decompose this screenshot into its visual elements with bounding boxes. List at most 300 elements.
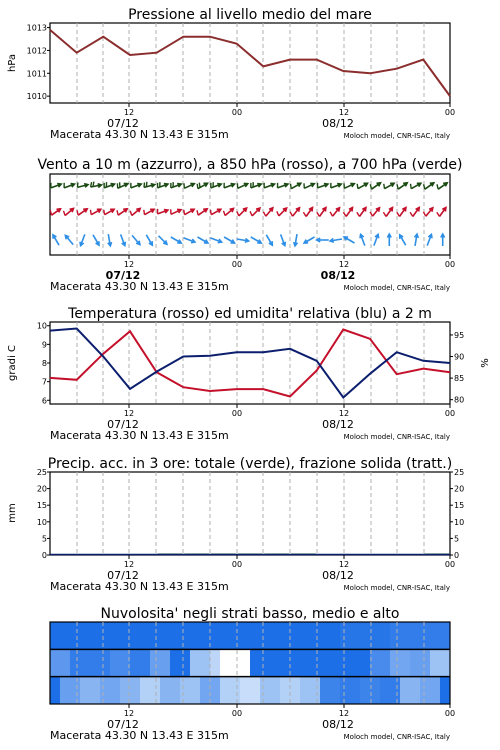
cloud-cell xyxy=(130,677,140,704)
cloud-cell xyxy=(90,622,100,649)
cloud-cell xyxy=(220,622,230,649)
y2-tick-label: 10 xyxy=(454,517,465,527)
wind-barb-10-m xyxy=(80,234,85,245)
barb-feather xyxy=(410,212,413,216)
cloud-cell xyxy=(180,677,190,704)
wind-barb-10-m xyxy=(266,235,272,245)
panel-frame xyxy=(50,23,450,103)
cloud-cell xyxy=(170,677,180,704)
cloud-cell xyxy=(270,677,280,704)
cloud-cell xyxy=(310,649,320,676)
cloud-cell xyxy=(240,622,250,649)
barb-feather xyxy=(277,211,279,216)
barb-feather xyxy=(197,184,198,189)
y2-tick-label: 85 xyxy=(454,374,465,384)
wind-barb-10-m xyxy=(304,237,314,243)
wind-barb-10-m xyxy=(108,234,112,246)
wind-barb-700-hPa xyxy=(304,183,314,188)
cloud-cell xyxy=(200,649,210,676)
wind-barb-700-hPa xyxy=(91,182,102,188)
cloud-cell xyxy=(300,622,310,649)
y-tick-label: 1010 xyxy=(26,92,47,102)
x-tick-label: 00 xyxy=(231,560,243,569)
cloud-cell xyxy=(370,677,380,704)
cloud-cell xyxy=(320,622,330,649)
cloud-cell xyxy=(270,622,280,649)
wind-barb-850-hPa xyxy=(317,208,326,217)
barb-feather xyxy=(91,210,92,215)
wind-barb-10-m xyxy=(237,239,249,243)
wind-barb-850-hPa xyxy=(50,209,60,215)
location-label: Macerata 43.30 N 13.43 E 315m xyxy=(50,429,229,442)
y-tick-label: 5 xyxy=(41,534,47,544)
barb-shaft xyxy=(159,236,167,244)
barb-shaft xyxy=(65,235,73,244)
cloud-cell xyxy=(380,622,390,649)
cloud-cell xyxy=(70,677,80,704)
x-date-label: 08/12 xyxy=(322,117,354,130)
y-tick-label: 1012 xyxy=(26,46,47,56)
cloud-cell xyxy=(300,649,310,676)
cloud-cell xyxy=(190,677,200,704)
cloud-cell xyxy=(110,622,120,649)
cloud-cell xyxy=(360,622,370,649)
wind-barb-700-hPa xyxy=(171,182,181,188)
x-tick-label: 12 xyxy=(338,709,350,718)
cloud-cell xyxy=(350,622,360,649)
cloud-cell xyxy=(420,649,430,676)
barb-feather xyxy=(250,211,252,216)
wind-barb-850-hPa xyxy=(104,209,114,214)
y-tick-label: 1011 xyxy=(26,69,47,79)
y-tick-label: 7 xyxy=(41,377,47,387)
x-tick-label: 00 xyxy=(444,260,456,269)
cloud-cell xyxy=(340,622,350,649)
cloud-cell xyxy=(80,649,90,676)
wind-barb-10-m xyxy=(374,234,379,245)
y-tick-label: 25 xyxy=(36,468,47,477)
pressure-line xyxy=(50,30,450,96)
temperature-line xyxy=(50,330,450,397)
x-tick-label: 00 xyxy=(231,260,243,269)
wind-barb-10-m xyxy=(159,236,167,244)
location-label: Macerata 43.30 N 13.43 E 315m xyxy=(50,128,229,141)
wind-barb-850-hPa xyxy=(224,209,234,216)
cloud-cell xyxy=(210,622,220,649)
barb-feather xyxy=(184,210,185,215)
x-tick-label: 00 xyxy=(231,108,243,117)
x-tick-label: 00 xyxy=(444,409,456,418)
barb-shaft xyxy=(132,235,140,244)
barb-feather xyxy=(64,211,66,216)
chart-title: Temperatura (rosso) ed umidita' relativa (blu) a 2 m xyxy=(68,306,432,322)
cloud-cell xyxy=(360,649,370,676)
cloud-cell xyxy=(60,649,70,676)
location-label: Macerata 43.30 N 13.43 E 315m xyxy=(50,580,229,593)
wind-barb-700-hPa xyxy=(64,183,74,188)
x-date-label: 07/12 xyxy=(105,269,141,282)
cloud-cell xyxy=(110,677,120,704)
cloud-cell xyxy=(220,677,230,704)
cloud-cell xyxy=(440,677,450,704)
wind-barb-700-hPa xyxy=(318,183,328,188)
barb-feather xyxy=(144,210,145,215)
cloud-cell xyxy=(430,677,440,704)
cloud-cell xyxy=(400,649,410,676)
cloud-cell xyxy=(300,677,310,704)
model-credit: Moloch model, CNR-ISAC, Italy xyxy=(343,132,450,140)
barb-feather xyxy=(343,212,346,216)
wind-barb-10-m xyxy=(224,237,234,243)
cloud-cell xyxy=(150,649,160,676)
cloud-cell xyxy=(60,622,70,649)
barb-feather xyxy=(423,212,425,216)
x-date-label: 08/12 xyxy=(322,418,354,431)
cloud-cell xyxy=(100,649,110,676)
cloud-cell xyxy=(210,649,220,676)
wind-barb-850-hPa xyxy=(343,208,352,217)
wind-barb-850-hPa xyxy=(130,209,140,216)
cloud-cell xyxy=(280,649,290,676)
barb-feather xyxy=(303,212,306,216)
y-tick-label: 6 xyxy=(41,396,47,406)
wind-barb-700-hPa xyxy=(51,183,61,188)
chart-title: Nuvolosita' negli strati basso, medio e alto xyxy=(100,606,400,622)
cloud-cell xyxy=(170,622,180,649)
wind-barb-850-hPa xyxy=(117,209,127,215)
panel-frame xyxy=(50,322,450,404)
x-tick-label: 00 xyxy=(231,709,243,718)
cloud-cell xyxy=(380,649,390,676)
y-tick-label: 9 xyxy=(41,340,47,350)
location-label: Macerata 43.30 N 13.43 E 315m xyxy=(50,729,229,742)
cloud-cell xyxy=(440,649,450,676)
barb-feather xyxy=(91,182,92,187)
y2-tick-label: 20 xyxy=(454,484,465,494)
cloud-cell xyxy=(290,622,300,649)
wind-barb-10-m xyxy=(198,237,208,243)
x-date-label: 08/12 xyxy=(320,269,356,282)
cloud-cell xyxy=(280,677,290,704)
cloud-cell xyxy=(110,649,120,676)
cloud-cell xyxy=(240,677,250,704)
cloud-cell xyxy=(180,649,190,676)
cloud-cell xyxy=(150,622,160,649)
cloud-cell xyxy=(250,622,260,649)
wind-barb-700-hPa xyxy=(224,183,234,188)
x-tick-label: 12 xyxy=(338,560,350,569)
wind-barb-700-hPa xyxy=(158,182,168,188)
barb-feather xyxy=(357,184,358,189)
wind-barb-10-m xyxy=(184,238,195,243)
barb-feather xyxy=(199,183,200,188)
cloud-cell xyxy=(340,677,350,704)
wind-barb-850-hPa xyxy=(370,208,379,216)
wind-barb-850-hPa xyxy=(303,208,312,217)
cloud-cell xyxy=(430,622,440,649)
barb-feather xyxy=(263,212,265,216)
wind-barb-850-hPa xyxy=(410,208,419,217)
barb-feather xyxy=(397,212,400,216)
barb-feather xyxy=(146,182,147,187)
y-tick-label: 8 xyxy=(41,359,47,368)
y2-tick-label: 0 xyxy=(454,551,460,560)
cloud-cell xyxy=(140,622,150,649)
cloud-cell xyxy=(330,622,340,649)
wind-barb-700-hPa xyxy=(237,183,247,188)
cloud-cell xyxy=(390,649,400,676)
barb-feather xyxy=(117,210,118,215)
cloud-cell xyxy=(220,649,230,676)
wind-barb-10-m xyxy=(441,234,445,246)
barb-feather xyxy=(357,212,360,216)
y-axis-label: mm xyxy=(7,503,18,523)
barb-feather xyxy=(384,184,385,189)
y2-tick-label: 95 xyxy=(454,330,465,340)
barb-feather xyxy=(130,211,132,216)
cloud-cell xyxy=(200,677,210,704)
barb-feather xyxy=(77,210,78,215)
wind-barb-700-hPa xyxy=(264,183,274,188)
cloud-cell xyxy=(60,677,70,704)
barb-feather xyxy=(224,211,226,216)
cloud-cell xyxy=(230,649,240,676)
x-tick-label: 12 xyxy=(338,409,350,418)
cloud-cell xyxy=(260,677,270,704)
wind-barb-850-hPa xyxy=(184,209,194,214)
wind-barb-850-hPa xyxy=(290,208,299,216)
barb-feather xyxy=(211,210,212,215)
wind-barb-850-hPa xyxy=(158,209,168,214)
wind-barb-700-hPa xyxy=(384,183,394,188)
wind-barb-850-hPa xyxy=(197,209,207,215)
barb-feather xyxy=(144,183,145,188)
cloud-cell xyxy=(320,677,330,704)
cloud-cell xyxy=(410,649,420,676)
wind-barb-10-m xyxy=(400,235,406,245)
wind-barb-10-m xyxy=(294,234,298,246)
cloud-cell xyxy=(420,622,430,649)
wind-barb-850-hPa xyxy=(250,208,260,216)
cloud-cell xyxy=(280,622,290,649)
cloud-cell xyxy=(90,649,100,676)
cloud-cell xyxy=(50,649,60,676)
cloud-cell xyxy=(250,649,260,676)
model-credit: Moloch model, CNR-ISAC, Italy xyxy=(343,433,450,441)
barb-feather xyxy=(291,184,292,189)
wind-barb-10-m xyxy=(251,237,261,243)
cloud-cell xyxy=(70,622,80,649)
wind-barb-10-m xyxy=(132,235,140,244)
x-date-label: 07/12 xyxy=(107,117,139,130)
x-date-label: 08/12 xyxy=(322,569,354,582)
wind-barb-850-hPa xyxy=(330,208,339,216)
y2-tick-label: 15 xyxy=(454,501,465,511)
cloud-cell xyxy=(50,677,60,704)
wind-barb-850-hPa xyxy=(383,208,392,217)
cloud-cell xyxy=(260,622,270,649)
y-tick-label: 10 xyxy=(36,517,47,527)
barb-feather xyxy=(437,184,438,189)
cloud-cell xyxy=(390,622,400,649)
cloud-cell xyxy=(370,649,380,676)
cloud-cell xyxy=(140,677,150,704)
wind-barb-850-hPa xyxy=(277,208,287,216)
wind-barb-850-hPa xyxy=(437,208,446,217)
cloud-cell xyxy=(90,677,100,704)
y2-tick-label: 90 xyxy=(454,352,465,362)
cloud-cell xyxy=(160,677,170,704)
wind-barb-10-m xyxy=(121,234,126,245)
cloud-cell xyxy=(100,622,110,649)
wind-barb-700-hPa xyxy=(197,183,207,189)
cloud-cell xyxy=(340,649,350,676)
wind-barb-700-hPa xyxy=(278,183,288,188)
y-axis-label: gradi C xyxy=(7,345,18,381)
y2-axis-label: % xyxy=(480,358,491,368)
cloud-cell xyxy=(410,622,420,649)
cloud-cell xyxy=(230,677,240,704)
cloud-cell xyxy=(210,677,220,704)
cloud-cell xyxy=(180,622,190,649)
cloud-cell xyxy=(140,649,150,676)
wind-barb-700-hPa xyxy=(357,183,367,188)
wind-barb-700-hPa xyxy=(184,183,194,188)
wind-barb-10-m xyxy=(344,237,354,243)
chart-title: Vento a 10 m (azzurro), a 850 hPa (rosso), a 700 hPa (verde) xyxy=(37,157,463,173)
location-label: Macerata 43.30 N 13.43 E 315m xyxy=(50,280,229,293)
barb-feather xyxy=(370,184,371,189)
x-tick-label: 12 xyxy=(338,108,350,117)
cloud-cell xyxy=(160,649,170,676)
wind-barb-700-hPa xyxy=(104,182,114,188)
y-tick-label: 20 xyxy=(36,484,47,494)
cloud-cell xyxy=(200,622,210,649)
cloud-cell xyxy=(150,677,160,704)
barb-feather xyxy=(411,184,412,189)
cloud-cell xyxy=(410,677,420,704)
x-date-label: 07/12 xyxy=(107,418,139,431)
cloud-cell xyxy=(260,649,270,676)
cloud-cell xyxy=(230,622,240,649)
wind-barb-10-m xyxy=(317,238,329,242)
wind-barb-850-hPa xyxy=(77,209,87,215)
wind-barb-700-hPa xyxy=(77,183,88,188)
cloud-cell xyxy=(400,677,410,704)
x-tick-label: 00 xyxy=(444,709,456,718)
cloud-cell xyxy=(190,622,200,649)
cloud-cell xyxy=(310,677,320,704)
barb-feather xyxy=(237,211,239,216)
x-tick-label: 12 xyxy=(123,409,135,418)
cloud-cell xyxy=(400,622,410,649)
wind-barb-10-m xyxy=(65,235,73,244)
cloud-cell xyxy=(80,622,90,649)
wind-barb-700-hPa xyxy=(344,183,354,188)
wind-barb-10-m xyxy=(330,239,342,243)
wind-barb-850-hPa xyxy=(91,209,101,214)
y2-tick-label: 25 xyxy=(454,468,465,477)
barb-feather xyxy=(290,212,292,216)
wind-barb-10-m xyxy=(360,234,365,245)
wind-barb-850-hPa xyxy=(211,209,221,214)
cloud-cell xyxy=(130,649,140,676)
cloud-cell xyxy=(160,622,170,649)
wind-barb-850-hPa xyxy=(237,208,247,216)
chart-title: Precip. acc. in 3 ore: totale (verde), frazione solida (tratt.) xyxy=(47,456,453,472)
wind-barb-10-m xyxy=(281,234,286,245)
barb-feather xyxy=(104,210,105,215)
cloud-cell xyxy=(380,677,390,704)
cloud-cell xyxy=(330,649,340,676)
wind-barb-700-hPa xyxy=(424,183,434,189)
y-axis-label: hPa xyxy=(7,53,18,73)
wind-barb-700-hPa xyxy=(370,183,380,189)
cloud-cell xyxy=(420,677,430,704)
x-tick-label: 12 xyxy=(338,260,350,269)
wind-barb-10-m xyxy=(387,234,391,246)
barb-feather xyxy=(330,212,332,216)
x-tick-label: 00 xyxy=(444,560,456,569)
cloud-cell xyxy=(130,622,140,649)
cloud-cell xyxy=(170,649,180,676)
panel-frame xyxy=(50,472,450,555)
wind-barb-850-hPa xyxy=(144,209,154,214)
cloud-cell xyxy=(390,677,400,704)
chart-title: Pressione al livello medio del mare xyxy=(128,7,372,23)
cloud-cell xyxy=(350,677,360,704)
barb-feather xyxy=(437,212,440,216)
wind-barb-700-hPa xyxy=(397,183,407,189)
wind-barb-700-hPa xyxy=(251,182,261,188)
y-tick-label: 0 xyxy=(41,551,47,560)
cloud-cell xyxy=(320,649,330,676)
x-tick-label: 00 xyxy=(231,409,243,418)
wind-barb-700-hPa xyxy=(331,183,341,188)
wind-barb-10-m xyxy=(93,235,99,245)
cloud-cell xyxy=(430,649,440,676)
x-tick-label: 12 xyxy=(123,560,135,569)
cloud-cell xyxy=(290,677,300,704)
cloud-cell xyxy=(100,677,110,704)
cloud-cell xyxy=(310,622,320,649)
y-tick-label: 10 xyxy=(36,321,47,331)
x-date-label: 07/12 xyxy=(107,569,139,582)
wind-barb-10-m xyxy=(146,235,152,245)
wind-barb-850-hPa xyxy=(423,208,432,216)
wind-barb-10-m xyxy=(53,235,59,245)
x-tick-label: 12 xyxy=(123,709,135,718)
cloud-cell xyxy=(80,677,90,704)
cloud-cell xyxy=(440,622,450,649)
cloud-cell xyxy=(250,677,260,704)
cloud-cell xyxy=(50,622,60,649)
model-credit: Moloch model, CNR-ISAC, Italy xyxy=(343,284,450,292)
model-credit: Moloch model, CNR-ISAC, Italy xyxy=(343,733,450,741)
y2-tick-label: 80 xyxy=(454,395,465,405)
model-credit: Moloch model, CNR-ISAC, Italy xyxy=(343,584,450,592)
wind-barb-10-m xyxy=(210,238,221,243)
cloud-cell xyxy=(270,649,280,676)
wind-barb-700-hPa xyxy=(211,182,221,188)
y-tick-label: 15 xyxy=(36,501,47,511)
wind-barb-10-m xyxy=(415,234,419,246)
wind-barb-700-hPa xyxy=(131,183,141,188)
x-tick-label: 12 xyxy=(123,108,135,117)
x-date-label: 08/12 xyxy=(322,718,354,731)
wind-barb-10-m xyxy=(171,237,181,243)
barb-feather xyxy=(383,212,386,216)
